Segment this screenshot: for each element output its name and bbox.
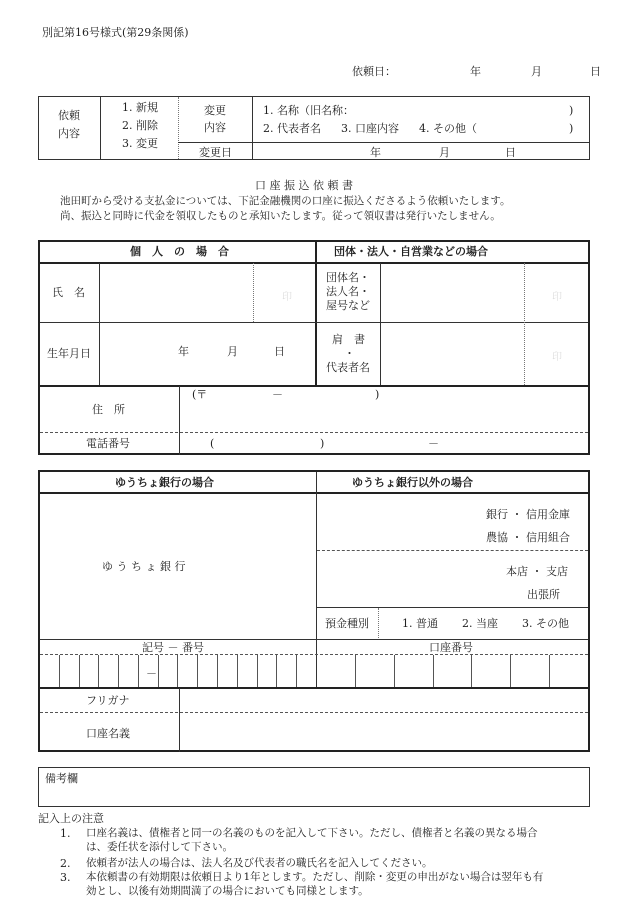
representative-field[interactable] [381,323,523,384]
branch-type-2[interactable]: 出張所 [527,588,560,601]
seal-mark: 印 [282,292,292,303]
request-date-label: 依頼日： [352,65,396,78]
name-field[interactable] [100,263,252,321]
change-date-month: 月 [439,146,450,159]
note-3-line-2: 効とし、以後有効期間満了の場合においても同様とします。 [86,885,369,897]
account-holder-field[interactable] [180,714,586,750]
furigana-field[interactable] [180,689,586,711]
note-1-line-1: 口座名義は、債権者と同一の名義のものを記入して下さい。ただし、債権者と名義の異なる場合 [86,827,538,839]
request-date-day: 日 [590,65,601,78]
deposit-type-label: 預金種別 [325,617,369,630]
request-date-year: 年 [470,65,481,78]
phone-label: 電話番号 [86,437,130,450]
remarks-box[interactable] [38,767,590,807]
option-delete[interactable]: 2. 削除 [122,119,158,132]
symbol-number-boxes[interactable] [40,655,316,687]
request-content-box [38,96,590,160]
request-date-month: 月 [531,65,542,78]
note-3-number: 3. [60,871,71,884]
corp-seal-mark: 印 [552,292,562,303]
note-2-number: 2. [60,857,71,870]
deposit-ordinary[interactable]: 1. 普通 [402,617,438,630]
note-3-line-1: 本依頼書の有効期限は依頼日より1年とします。ただし、削除・変更の申出がない場合は翌年も有 [86,871,544,883]
change-other-item[interactable]: 4. その他（ [419,122,477,135]
change-account-item[interactable]: 3. 口座内容 [341,122,399,135]
change-date-year: 年 [370,146,381,159]
postal-dash: － [272,388,283,401]
account-number-boxes[interactable] [317,655,588,687]
furigana-label: フリガナ [86,694,130,707]
rep-seal-mark: 印 [552,352,562,363]
phone-dash: － [428,437,439,450]
change-name-item[interactable]: 1. 名称（旧名称： [263,104,354,117]
address-label: 住 所 [92,403,125,416]
branch-name-field[interactable] [318,552,498,604]
change-date-day: 日 [505,146,516,159]
request-content-label-2: 内容 [58,127,80,140]
title-label: 肩 書 [332,333,365,346]
corp-name-label-2: 法人名・ [326,285,370,298]
name-label: 氏 名 [52,286,85,299]
yucho-name: ゆ う ち ょ 銀 行 [102,560,186,573]
address-field[interactable] [180,402,586,430]
notes-title: 記入上の注意 [38,812,104,825]
postal-close: ) [375,388,380,401]
change-name-close: ) [569,104,574,117]
deposit-other[interactable]: 3. その他 [522,617,569,630]
bank-type-1[interactable]: 銀行 ・ 信用金庫 [486,508,570,521]
corp-name-label: 団体名・ [326,271,370,284]
corp-name-label-3: 屋号など [326,299,370,312]
change-content-label: 変更 [204,104,226,117]
applicant-table [38,240,590,455]
document-title: 口 座 振 込 依 頼 書 [255,179,353,192]
birth-month: 月 [227,345,238,358]
account-number-label: 口座番号 [429,641,473,654]
bank-name-field[interactable] [318,494,478,548]
birth-label: 生年月日 [47,347,91,360]
birth-year: 年 [178,345,189,358]
yucho-header: ゆうちょ銀行の場合 [115,476,214,489]
phone-close: ) [320,437,325,450]
other-bank-header: ゆうちょ銀行以外の場合 [352,476,473,489]
corporate-header: 団体・法人・自営業などの場合 [334,245,488,258]
corp-name-field[interactable] [381,263,523,321]
account-holder-label: 口座名義 [86,727,130,740]
request-content-label: 依頼 [58,109,80,122]
form-number: 別記第16号様式(第29条関係) [42,26,189,39]
symbol-number-dash: － [146,667,157,680]
phone-open: ( [210,437,215,450]
birth-day: 日 [274,345,285,358]
note-2-line-1: 依頼者が法人の場合は、法人名及び代表者の職氏名を記入してください。 [86,857,433,869]
symbol-number-label: 記号 － 番号 [142,641,204,654]
option-new[interactable]: 1. 新規 [122,101,158,114]
change-date-label: 変更日 [199,146,232,159]
bank-type-2[interactable]: 農協 ・ 信用組合 [486,531,570,544]
note-1-number: 1. [60,827,71,840]
remarks-label: 備考欄 [45,772,78,785]
title-label-2: ・ [344,347,355,360]
individual-header: 個 人 の 場 合 [130,245,229,258]
postal-open: (〒 [192,388,208,401]
intro-line-2: 尚、振込と同時に代金を領収したものと承知いたします。従って領収書は発行いたしません。 [60,210,501,222]
branch-type-1[interactable]: 本店 ・ 支店 [506,565,568,578]
change-other-close: ) [569,122,574,135]
bank-table [38,470,590,752]
deposit-current[interactable]: 2. 当座 [462,617,498,630]
note-1-line-2: は、委任状を添付して下さい。 [86,841,233,853]
change-content-label-2: 内容 [204,121,226,134]
option-change[interactable]: 3. 変更 [122,137,158,150]
title-label-3: 代表者名 [326,361,370,374]
intro-line-1: 池田町から受ける支払金については、下記金融機関の口座に振込くださるよう依頼いたします。 [60,195,511,207]
change-rep-item[interactable]: 2. 代表者名 [263,122,321,135]
